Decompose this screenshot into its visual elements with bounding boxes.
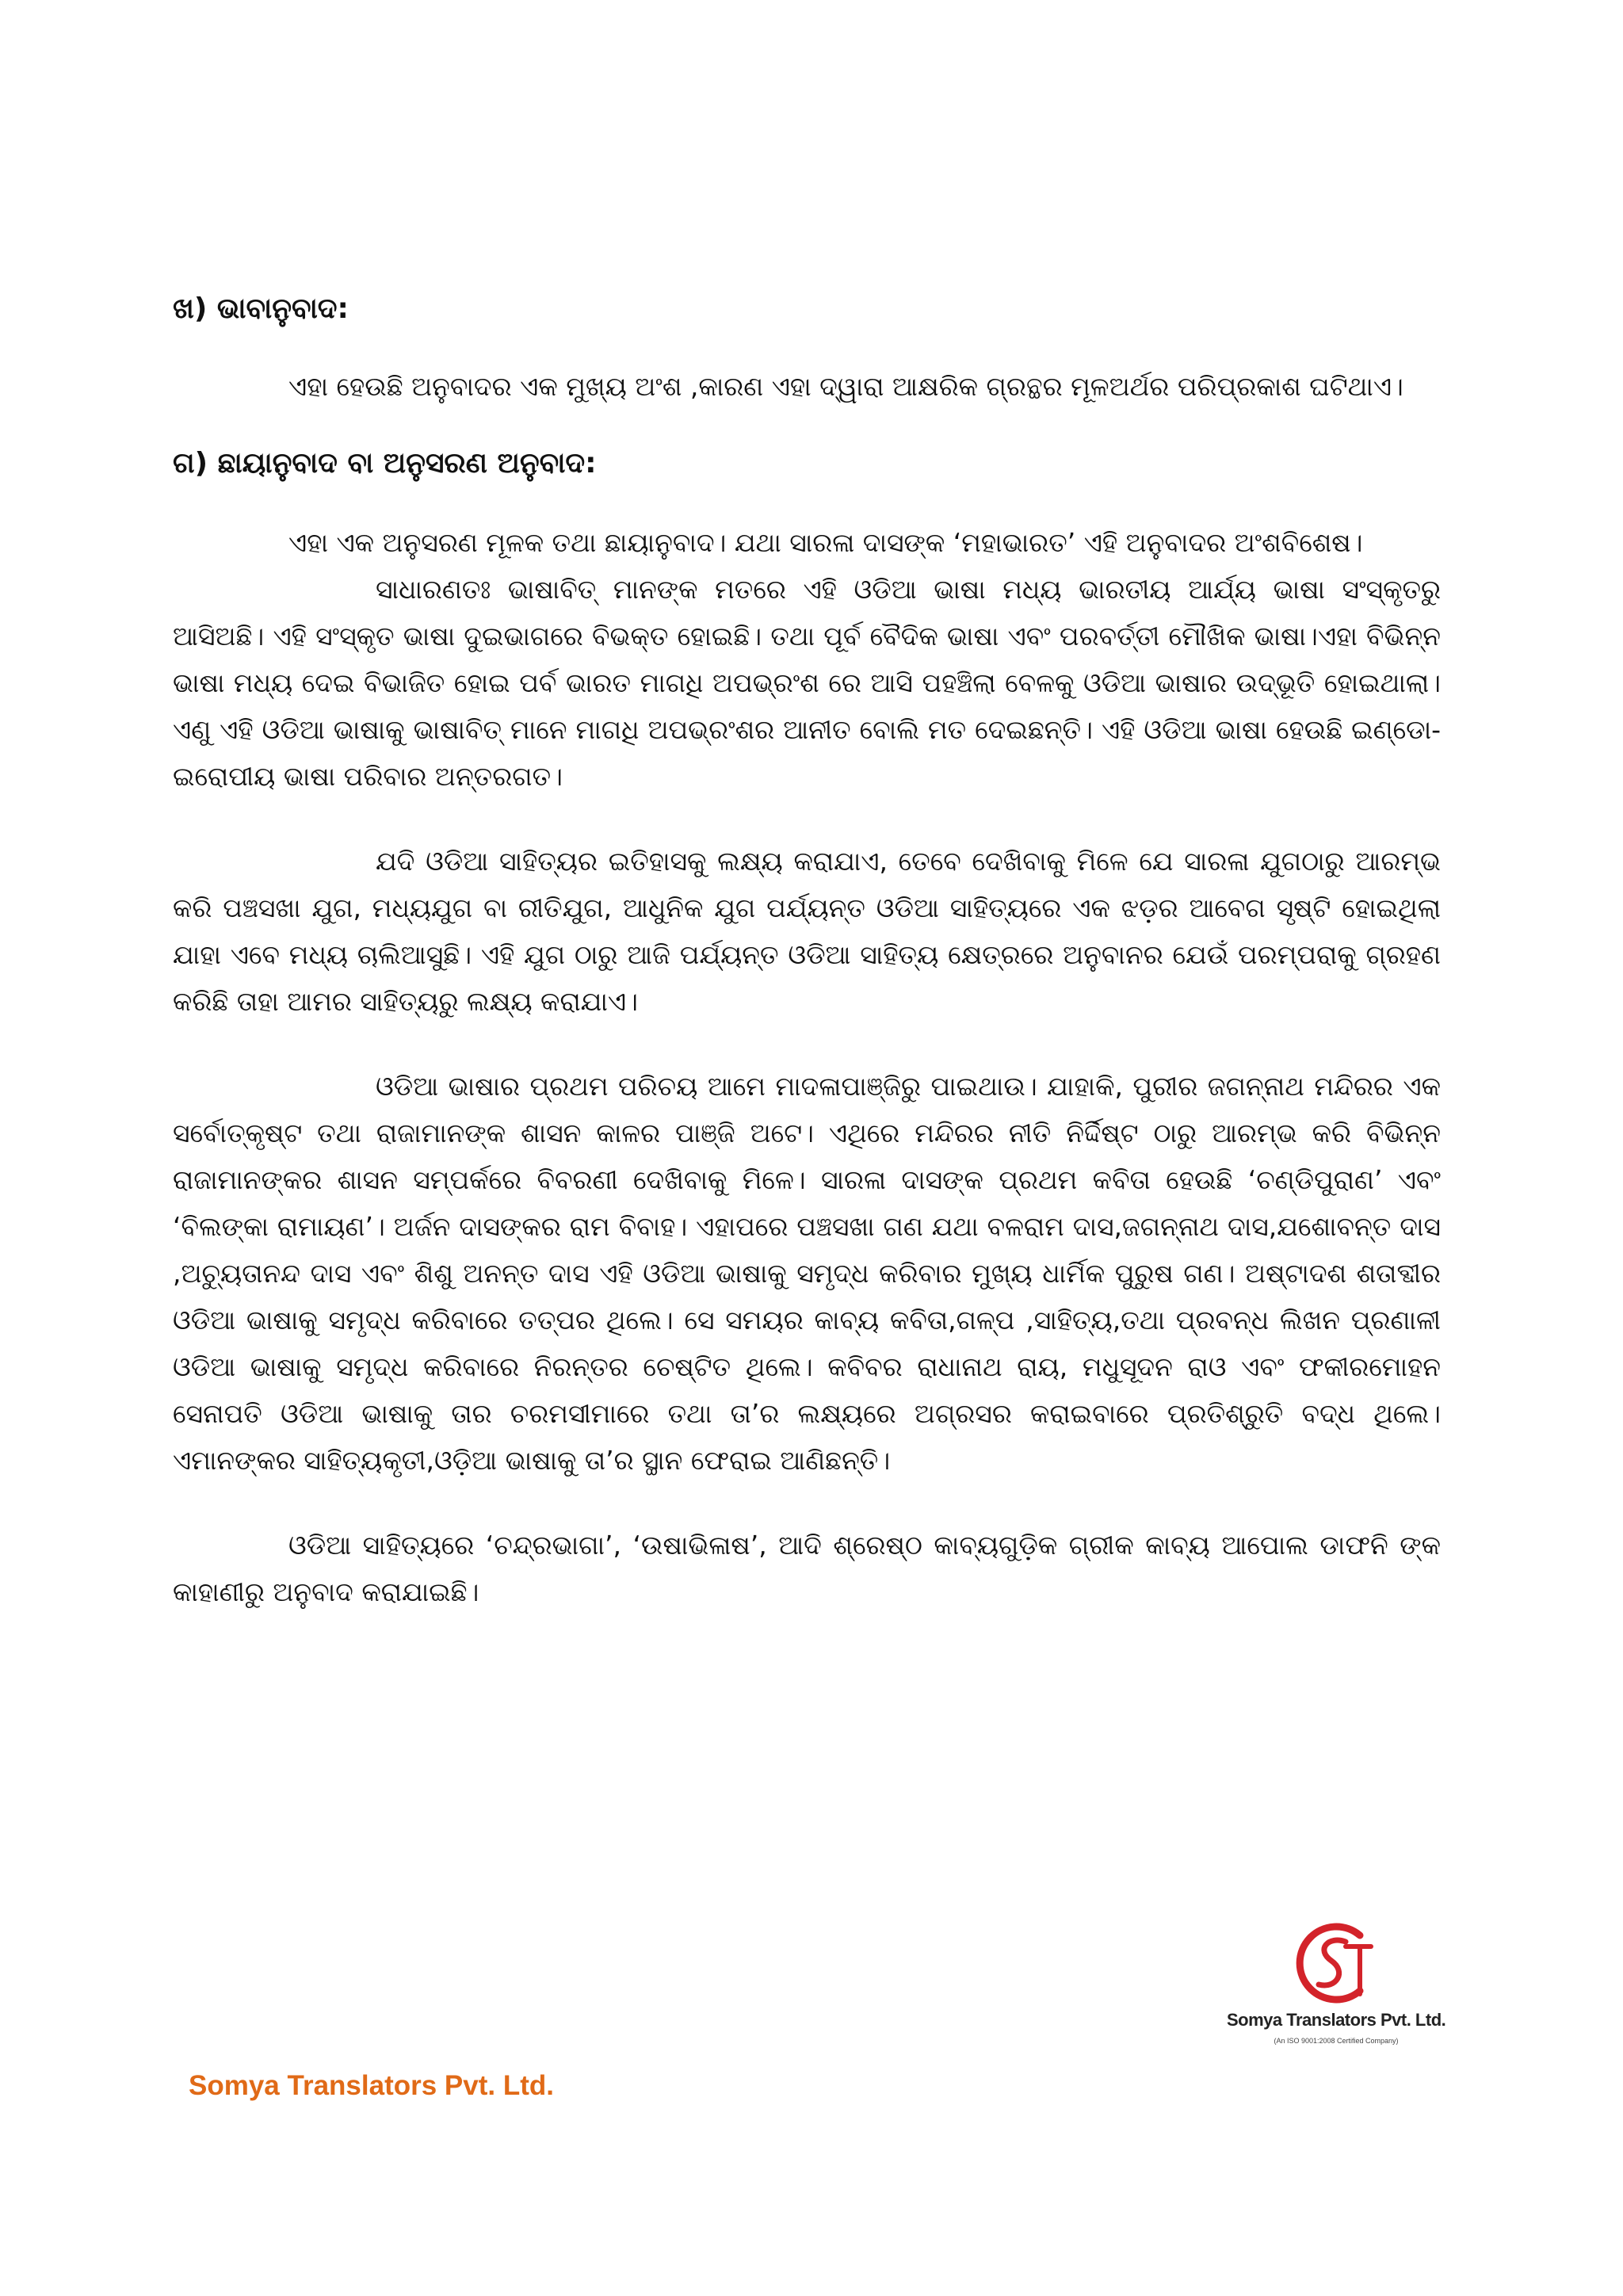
section-kha-text: ଏହା ହେଉଛି ଅନୁବାଦର ଏକ ମୁଖ୍ୟ ଅଂଶ ,କାରଣ ଏହା ଦ୍ୱାରା ଆକ୍ଷରିକ ଗ୍ରନ୍ଥର ମୂଳଅର୍ଥର ପରିପ୍ରକାଶ ଘଟିଥାଏ।: [288, 371, 1403, 402]
paragraph-madala-panji: ଓଡିଆ ଭାଷାର ପ୍ରଥମ ପରିଚୟ ଆମେ ମାଦଳାପାଞ୍ଜିରୁ ପାଇଥାଉ। ଯାହାକି, ପୁରୀର ଜଗନ୍ନାଥ ମନ୍ଦିରର ଏକ ସର୍ବୋତ୍କୃଷ୍ଟ ତଥା ରାଜାମାନଙ୍କ ଶାସନ କାଳର ପାଞ୍ଜି ଅଟେ। ଏଥିରେ ମନ୍ଦିରର ନୀତି ନିର୍ଦ୍ଦିଷ୍ଟ ଠାରୁ ଆରମ୍ଭ କରି ବିଭିନ୍ନ ରାଜାମାନଙ୍କର ଶାସନ ସମ୍ପର୍କରେ ବିବରଣୀ ଦେଖିବାକୁ ମିଳେ। ସାରଳା ଦାସଙ୍କ ପ୍ରଥମ କବିତା ହେଉଛି ‘ଚଣ୍ଡିପୁରାଣ’ ଏବଂ ‘ବିଲଙ୍କା ରାମାୟଣ’। ଅର୍ଜନ ଦାସଙ୍କର ରାମ ବିବାହ। ଏହାପରେ ପଞ୍ଚସଖା ଗଣ ଯଥା ବଳରାମ ଦାସ,ଜଗନ୍ନାଥ ଦାସ,ଯଶୋବନ୍ତ ଦାସ ,ଅଚ୍ୟୁତାନନ୍ଦ ଦାସ ଏବଂ ଶିଶୁ ଅନନ୍ତ ଦାସ ଏହି ଓଡିଆ ଭାଷାକୁ ସମୃଦ୍ଧ କରିବାର ମୁଖ୍ୟ ଧାର୍ମିକ ପୁରୁଷ ଗଣ। ଅଷ୍ଟାଦଶ ଶତାବ୍ଦୀର ଓଡିଆ ଭାଷାକୁ ସମୃଦ୍ଧ କରିବାରେ ତତ୍ପର ଥିଲେ। ସେ ସମୟର କାବ୍ୟ କବିତା,ଗଳ୍ପ ,ସାହିତ୍ୟ,ତଥା ପ୍ରବନ୍ଧ ଲିଖନ ପ୍ରଣାଳୀ ଓଡିଆ ଭାଷାକୁ ସମୃଦ୍ଧ କରିବାରେ ନିରନ୍ତର ଚେଷ୍ଟିତ ଥିଲେ। କବିବର ରାଧାନାଥ ରାୟ, ମଧୁସୂଦନ ରାଓ ଏବଂ ଫକୀରମୋହନ ସେନାପତି ଓଡିଆ ଭାଷାକୁ ତାର ଚରମସୀମାରେ ତଥା ତା’ର ଲକ୍ଷ୍ୟରେ ଅଗ୍ରସର କରାଇବାରେ ପ୍ରତିଶ୍ରୁତି ବଦ୍ଧ ଥିଲେ। ଏମାନଙ୍କର ସାହିତ୍ୟକୃତୀ,ଓଡ଼ିଆ ଭାଷାକୁ ତା’ର ସ୍ଥାନ ଫେରାଇ ଆଣିଛନ୍ତି।: [173, 1071, 1441, 1476]
paragraph-closing: ଓଡିଆ ସାହିତ୍ୟରେ ‘ଚନ୍ଦ୍ରଭାଗା’, ‘ଉଷାଭିଳାଷ’, ଆଦି ଶ୍ରେଷ୍ଠ କାବ୍ୟଗୁଡ଼ିକ ଗ୍ରୀକ କାବ୍ୟ ଆପୋଲ ଡାଫନି ଙ୍କ କାହାଣୀରୁ ଅନୁବାଦ କରାଯାଇଛି।: [173, 1530, 1441, 1607]
paragraph-language-origin: ସାଧାରଣତଃ ଭାଷାବିତ୍ ମାନଙ୍କ ମତରେ ଏହି ଓଡିଆ ଭାଷା ମଧ୍ୟ ଭାରତୀୟ ଆର୍ଯ୍ୟ ଭାଷା ସଂସ୍କୃତରୁ ଆସିଅଛି। ଏହି ସଂସ୍କୃତ ଭାଷା ଦୁଇଭାଗରେ ବିଭକ୍ତ ହୋଇଛି। ତଥା ପୂର୍ବ ବୈଦିକ ଭାଷା ଏବଂ ପରବର୍ତ୍ତୀ ମୌଖିକ ଭାଷା।ଏହା ବିଭିନ୍ନ ଭାଷା ମଧ୍ୟ ଦେଇ ବିଭାଜିତ ହୋଇ ପର୍ବ ଭାରତ ମାଗଧି ଅପଭ୍ରଂଶ ରେ ଆସି ପହଞ୍ଚିଲା ବେଳକୁ ଓଡିଆ ଭାଷାର ଉଦ୍ଭୂତି ହୋଇଥାଲା। ଏଣୁ ଏହି ଓଡିଆ ଭାଷାକୁ ଭାଷାବିତ୍ ମାନେ ମାଗଧି ଅପଭ୍ରଂଶର ଆନୀତ ବୋଲି ମତ ଦେଇଛନ୍ତି। ଏହି ଓଡିଆ ଭାଷା ହେଉଛି ଇଣ୍ଡୋ-ଇରୋପୀୟ ଭାଷା ପରିବାର ଅନ୍ତରଗତ।: [173, 574, 1441, 792]
logo-emblem-icon: [1227, 1918, 1445, 2007]
footer-company-name: Somya Translators Pvt. Ltd.: [189, 2070, 554, 2101]
logo-company-name: Somya Translators Pvt. Ltd.: [1227, 2010, 1446, 2030]
paragraph-literature-history: ଯଦି ଓଡିଆ ସାହିତ୍ୟର ଇତିହାସକୁ ଲକ୍ଷ୍ୟ କରାଯାଏ, ତେବେ ଦେଖିବାକୁ ମିଳେ ଯେ ସାରଳା ଯୁଗଠାରୁ ଆରମ୍ଭ କରି ପଞ୍ଚସଖା ଯୁଗ, ମଧ୍ୟଯୁଗ ବା ରୀତିଯୁଗ, ଆଧୁନିକ ଯୁଗ ପର୍ଯ୍ୟନ୍ତ ଓଡିଆ ସାହିତ୍ୟରେ ଏକ ଝଡ଼ର ଆବେଗ ସୃଷ୍ଟି ହୋଇଥିଲା ଯାହା ଏବେ ମଧ୍ୟ ଚାଲିଆସୁଛି। ଏହି ଯୁଗ ଠାରୁ ଆଜି ପର୍ଯ୍ୟନ୍ତ ଓଡିଆ ସାହିତ୍ୟ କ୍ଷେତ୍ରରେ ଅନୁବାନର ଯେଉଁ ପରମ୍ପରାକୁ ଗ୍ରହଣ କରିଛି ତାହା ଆମର ସାହିତ୍ୟରୁ ଲକ୍ଷ୍ୟ କରାଯାଏ।: [173, 846, 1441, 1017]
logo-certification: (An ISO 9001:2008 Certified Company): [1274, 2037, 1399, 2045]
section-kha-heading: ଖ) ଭାବାନୁବାଦ:: [173, 292, 349, 325]
document-body: [173, 285, 1441, 1615]
section-ga-heading: ଗ) ଛାୟାନୁବାଦ ବା ଅନୁସରଣ ଅନୁବାଦ:: [173, 447, 597, 479]
section-ga-text: ଏହା ଏକ ଅନୁସରଣ ମୂଳକ ତଥା ଛାୟାନୁବାଦ। ଯଥା ସାରଳା ଦାସଙ୍କ ‘ମହାଭାରତ’ ଏହି ଅନୁବାଦର ଅଂଶବିଶେଷ।: [288, 527, 1363, 558]
company-logo: [1227, 1918, 1445, 2084]
